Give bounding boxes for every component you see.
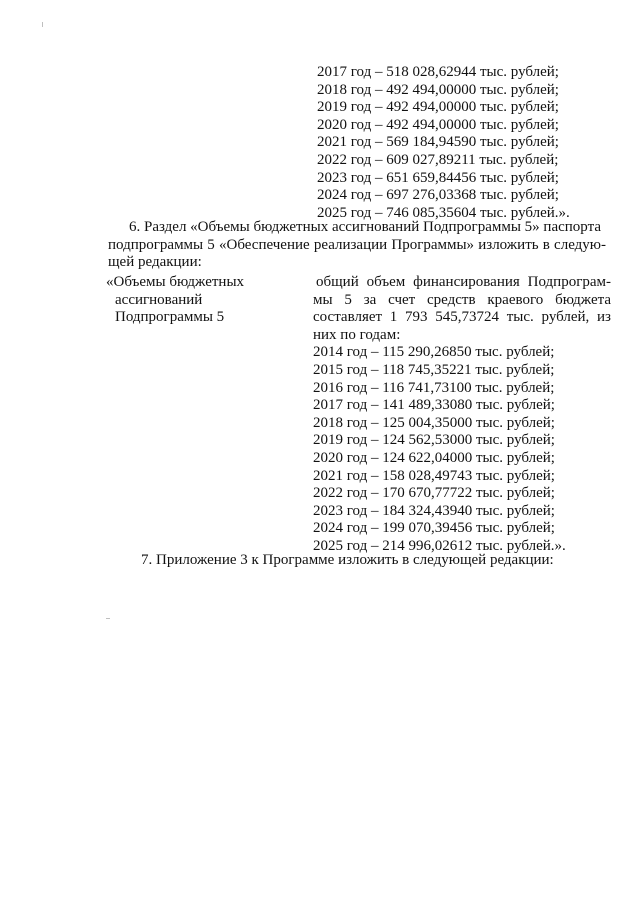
right-cell-intro-line: мы 5 за счет средств краевого бюджета <box>313 291 611 308</box>
year-line: 2016 год – 116 741,73100 тыс. рублей; <box>313 379 555 396</box>
paragraph-6-line-1: 6. Раздел «Объемы бюджетных ассигнований Подпрограммы 5» паспорта <box>129 219 602 235</box>
year-line: 2023 год – 184 324,43940 тыс. рублей; <box>313 502 555 519</box>
year-line: 2018 год – 125 004,35000 тыс. рублей; <box>313 414 555 431</box>
year-line: 2014 год – 115 290,26850 тыс. рублей; <box>313 344 555 361</box>
year-line: 2019 год – 492 494,00000 тыс. рублей; <box>317 99 559 116</box>
year-line: 2018 год – 492 494,00000 тыс. рублей; <box>317 81 559 98</box>
scan-speck <box>106 618 110 619</box>
year-line: 2022 год – 609 027,89211 тыс. рублей; <box>317 151 559 168</box>
year-line: 2024 год – 199 070,39456 тыс. рублей; <box>313 520 555 537</box>
top-year-list <box>317 64 570 222</box>
year-line: 2022 год – 170 670,77722 тыс. рублей; <box>313 485 555 502</box>
year-line: 2023 год – 651 659,84456 тыс. рублей; <box>317 169 559 186</box>
year-line: 2025 год – 214 996,02612 тыс. рублей.». <box>313 537 566 554</box>
paragraph-6 <box>110 219 610 272</box>
year-line: 2024 год – 697 276,03368 тыс. рублей; <box>317 187 559 204</box>
paragraph-7: 7. Приложение 3 к Программе изложить в следующей редакции: <box>141 552 554 568</box>
paragraph-6-line-3: щей редакции: <box>108 254 202 271</box>
year-line: 2021 год – 158 028,49743 тыс. рублей; <box>313 467 555 484</box>
year-line: 2020 год – 124 622,04000 тыс. рублей; <box>313 449 555 466</box>
left-cell-line: ассигнований <box>115 291 203 308</box>
year-line: 2020 год – 492 494,00000 тыс. рублей; <box>317 116 559 133</box>
left-cell-line: Подпрограммы 5 <box>115 309 225 326</box>
table-right-cell <box>313 274 611 556</box>
paragraph-6-line-2: подпрограммы 5 «Обеспечение реализации Программы» изложить в следую- <box>108 236 606 253</box>
year-line: 2025 год – 746 085,35604 тыс. рублей.». <box>317 204 570 221</box>
left-cell-line: «Объемы бюджетных <box>106 274 245 290</box>
scan-speck <box>42 22 43 27</box>
year-line: 2017 год – 141 489,33080 тыс. рублей; <box>313 397 555 414</box>
year-line: 2021 год – 569 184,94590 тыс. рублей; <box>317 134 559 151</box>
year-line: 2017 год – 518 028,62944 тыс. рублей; <box>317 64 559 80</box>
table-left-cell <box>106 274 296 327</box>
right-cell-intro-line: составляет 1 793 545,73724 тыс. рублей, из <box>313 309 611 326</box>
year-line: 2019 год – 124 562,53000 тыс. рублей; <box>313 432 555 449</box>
right-cell-intro-line: общий объем финансирования Подпрограм- <box>316 274 611 290</box>
right-cell-intro-line: них по годам: <box>313 326 401 343</box>
year-line: 2015 год – 118 745,35221 тыс. рублей; <box>313 361 555 378</box>
